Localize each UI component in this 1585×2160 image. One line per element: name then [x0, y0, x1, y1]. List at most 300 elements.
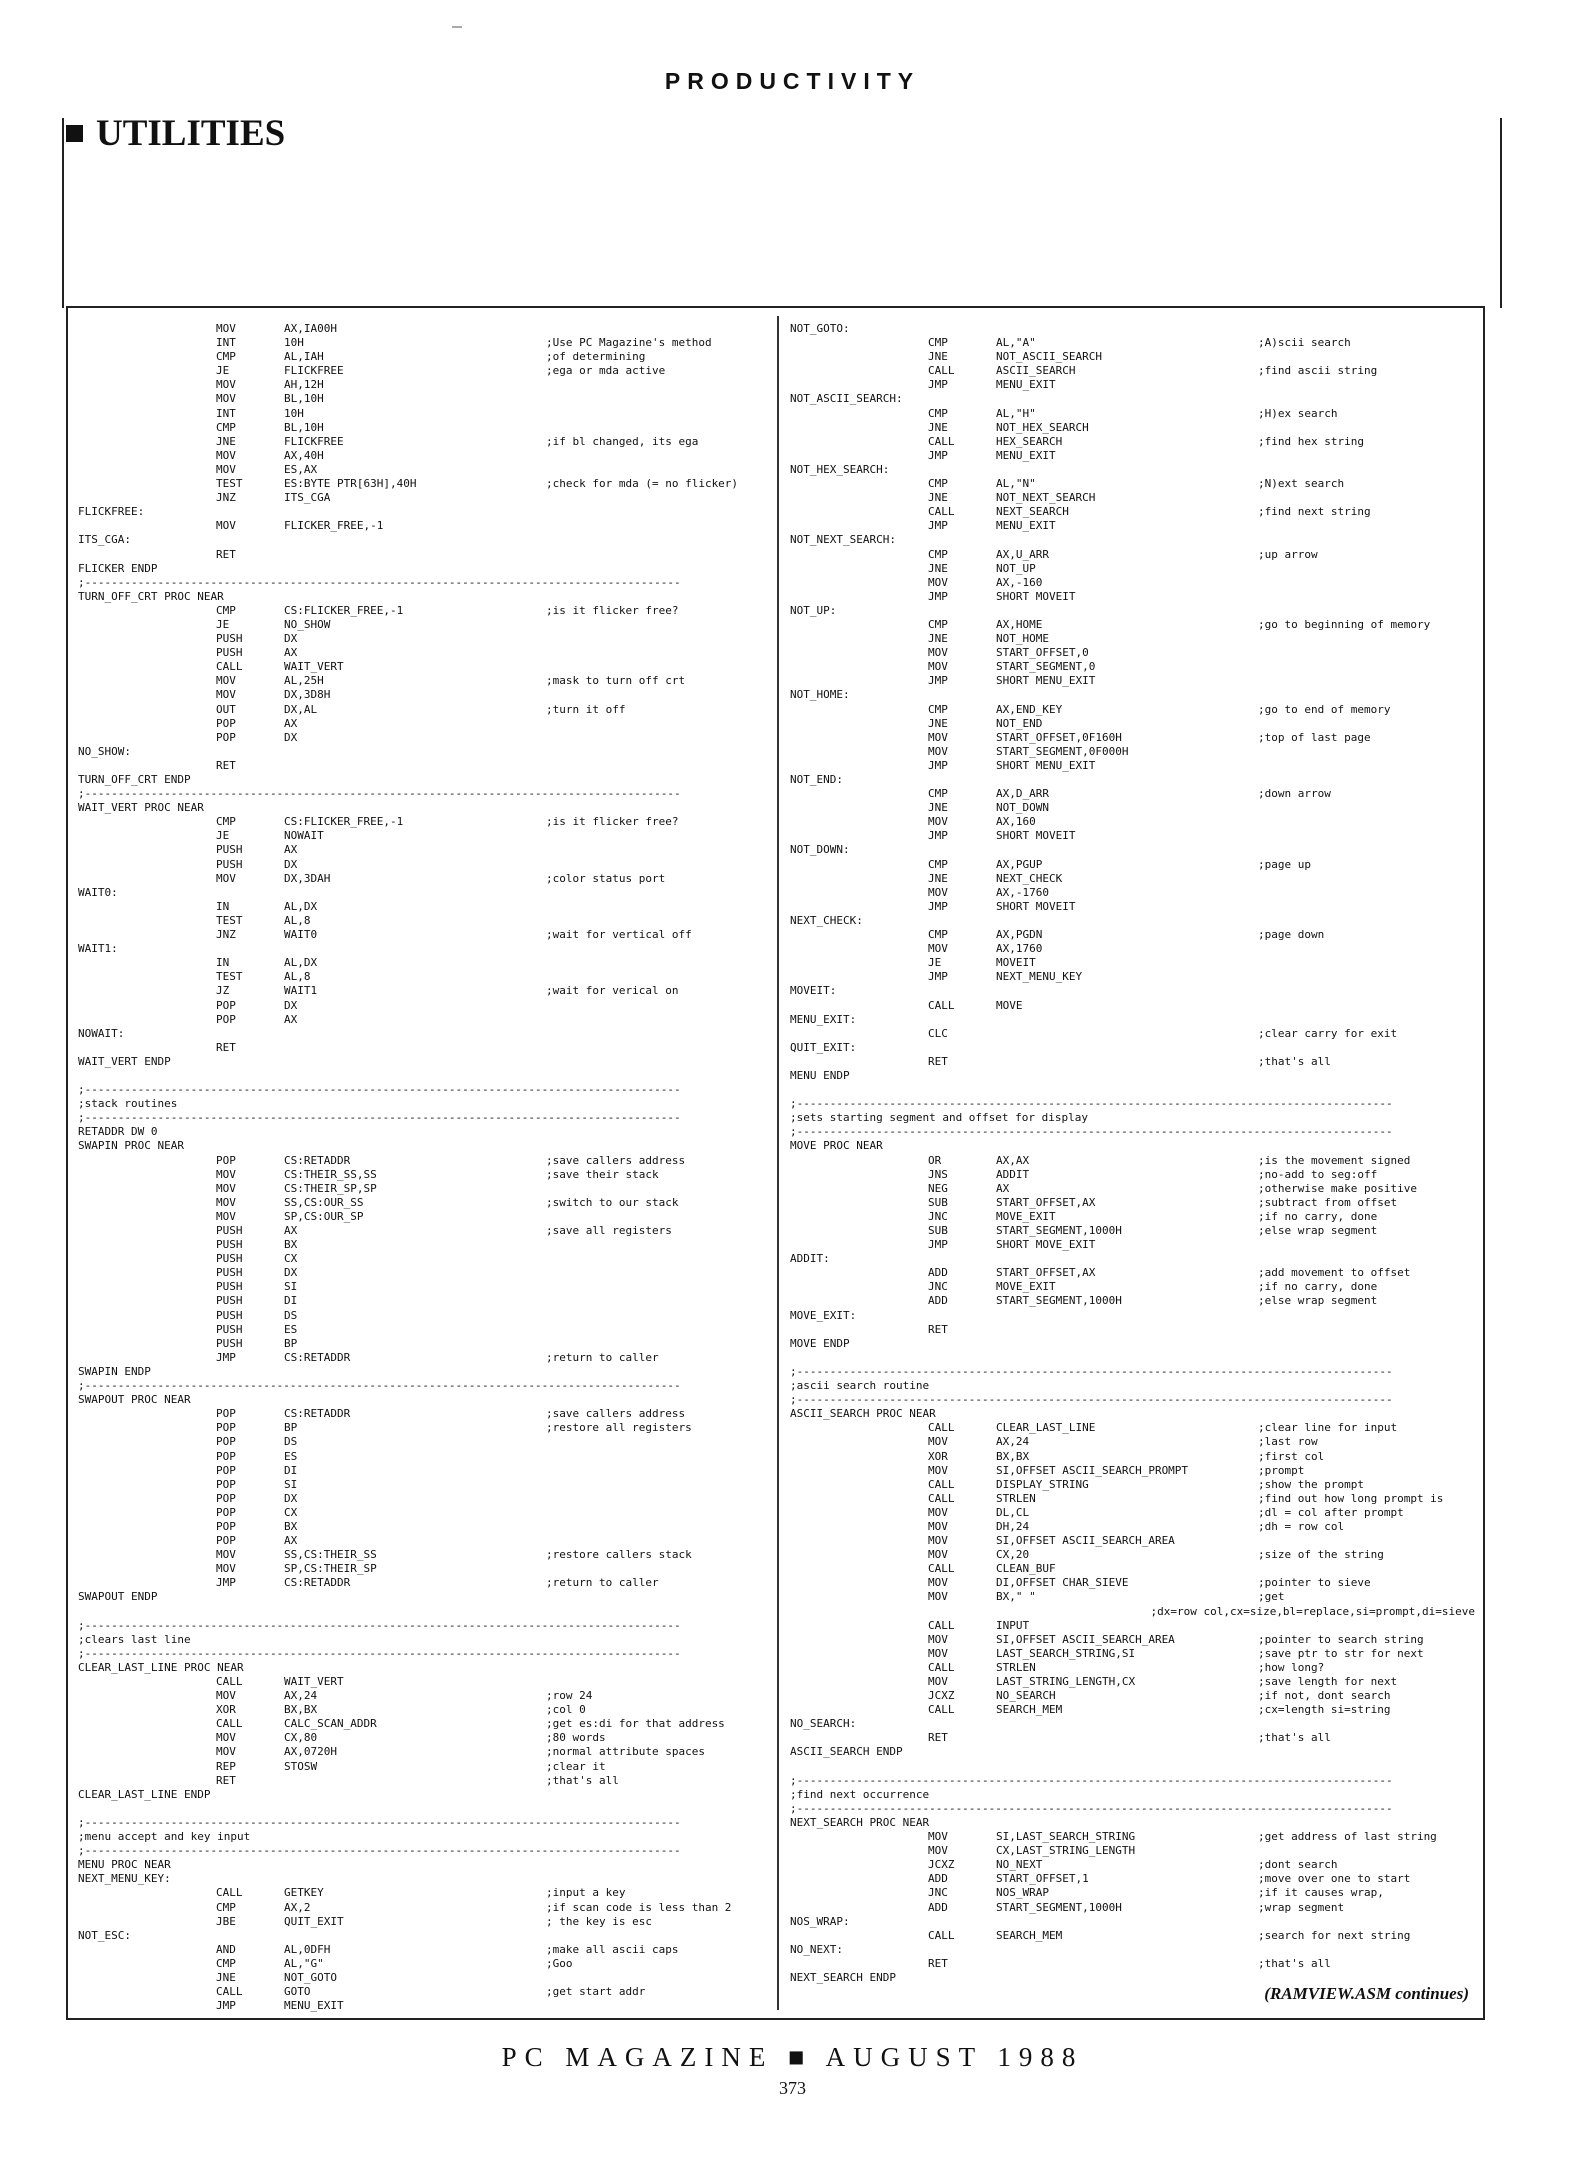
code-operand [996, 688, 1258, 702]
code-opcode: JNE [928, 491, 948, 505]
code-label [790, 717, 928, 731]
code-comment [546, 1520, 768, 1534]
code-label: CLEAR_LAST_LINE ENDP [78, 1787, 211, 1801]
code-comment [1258, 1351, 1475, 1365]
code-line [790, 1661, 1475, 1675]
code-line [790, 1309, 1475, 1323]
code-label [790, 1633, 928, 1647]
code-operand: CS:FLICKER_FREE,-1 [284, 603, 404, 617]
code-line [78, 815, 768, 829]
code-comment: ;dont search [1258, 1858, 1338, 1872]
code-line [790, 886, 1475, 900]
code-opcode: JNE [928, 716, 948, 730]
code-opcode: MOV [928, 1646, 948, 1660]
code-line [78, 843, 768, 857]
code-operand: SEARCH_MEM [996, 1703, 1063, 1717]
code-label: ;sets starting segment and offset for display [790, 1111, 1089, 1125]
code-comment [1258, 378, 1475, 392]
code-opcode: MOV [216, 1167, 236, 1181]
code-operand [996, 1379, 1258, 1393]
separator-line: ;------------------------------------------------------------------------------------------ [790, 1773, 1393, 1787]
code-operand: BX [284, 1519, 298, 1533]
code-opcode: JMP [928, 829, 948, 843]
code-line [790, 1266, 1475, 1280]
code-line [790, 1464, 1475, 1478]
code-label [790, 1168, 928, 1182]
code-label [790, 745, 928, 759]
code-opcode: JNE [928, 801, 948, 815]
code-operand: SEARCH_MEM [996, 1928, 1063, 1942]
code-operand: BX," " [996, 1590, 1036, 1604]
code-comment [1258, 1760, 1475, 1774]
code-line [790, 533, 1475, 547]
code-operand [996, 1337, 1258, 1351]
code-opcode: RET [216, 1040, 236, 1054]
code-opcode: POP [216, 1407, 236, 1421]
code-comment: ;search for next string [1258, 1928, 1411, 1942]
code-operand: START_OFFSET,0 [996, 646, 1089, 660]
code-opcode: MOV [928, 942, 948, 956]
code-line [790, 1154, 1475, 1168]
code-label: NOWAIT: [78, 1026, 125, 1040]
code-comment [1258, 1139, 1475, 1153]
code-comment: ;A)scii search [1258, 336, 1351, 350]
code-comment [546, 829, 768, 843]
code-comment: ;ega or mda active [546, 364, 666, 378]
code-opcode [216, 1661, 284, 1675]
code-operand: DX,AL [284, 702, 318, 716]
code-label [790, 956, 928, 970]
code-comment: ;row 24 [546, 1689, 593, 1703]
code-opcode [216, 1027, 284, 1041]
code-comment [546, 1182, 768, 1196]
code-comment: ;first col [1258, 1449, 1325, 1463]
code-opcode: JNE [216, 1970, 236, 1984]
code-operand: NOT_HOME [996, 632, 1049, 646]
code-comment [546, 1675, 768, 1689]
code-label: MENU ENDP [790, 1068, 850, 1082]
code-label: ADDIT: [790, 1252, 830, 1266]
code-line [790, 1520, 1475, 1534]
code-opcode: POP [216, 1012, 236, 1026]
code-opcode: JNE [928, 632, 948, 646]
code-operand: AX,IA00H [284, 322, 337, 335]
code-comment [546, 1393, 768, 1407]
code-line [790, 364, 1475, 378]
code-comment [1258, 660, 1475, 674]
code-line [78, 1323, 768, 1337]
code-opcode: POP [216, 1463, 236, 1477]
code-comment [1258, 562, 1475, 576]
code-line [78, 1224, 768, 1238]
code-line [790, 787, 1475, 801]
code-line [790, 1069, 1475, 1083]
code-comment [546, 548, 768, 562]
code-opcode: MOV [216, 1731, 236, 1745]
code-operand: AX,D_ARR [996, 787, 1049, 801]
code-operand: SS,CS:OUR_SS [284, 1195, 364, 1209]
code-opcode [216, 1858, 284, 1872]
code-line [790, 900, 1475, 914]
code-operand: SHORT MOVEIT [996, 829, 1076, 843]
code-comment: ;N)ext search [1258, 477, 1345, 491]
code-opcode [216, 1802, 284, 1816]
code-opcode: JNS [928, 1167, 948, 1181]
code-label: NEXT_MENU_KEY: [78, 1872, 171, 1886]
code-opcode: MOV [928, 744, 948, 758]
code-label [790, 1590, 928, 1604]
code-opcode [928, 533, 996, 547]
code-operand: AX,-1760 [996, 885, 1049, 899]
code-opcode: CALL [928, 998, 955, 1012]
code-line [790, 1929, 1475, 1943]
code-label [78, 477, 216, 491]
code-label [78, 378, 216, 392]
code-opcode: CLC [928, 1026, 948, 1040]
code-label: NOT_HEX_SEARCH: [790, 462, 890, 476]
code-label [78, 1943, 216, 1957]
code-operand: HEX_SEARCH [996, 434, 1063, 448]
code-line [790, 1450, 1475, 1464]
code-operand [284, 1788, 546, 1802]
code-operand: MOVEIT [996, 956, 1036, 970]
code-operand: AX,END_KEY [996, 702, 1063, 716]
code-operand: NEXT_CHECK [996, 871, 1063, 885]
code-label [790, 1294, 928, 1308]
code-comment [546, 590, 768, 604]
code-operand: 10H [284, 406, 304, 420]
code-operand: MENU_EXIT [996, 378, 1056, 392]
code-operand [996, 1069, 1258, 1083]
code-opcode: POP [216, 1519, 236, 1533]
code-label [790, 1520, 928, 1534]
code-line [790, 336, 1475, 350]
code-line [790, 1196, 1475, 1210]
code-comment [1258, 674, 1475, 688]
code-opcode [216, 1097, 284, 1111]
code-line [790, 392, 1475, 406]
code-label [790, 886, 928, 900]
code-comment [546, 886, 768, 900]
code-line [78, 1915, 768, 1929]
code-operand: MENU_EXIT [996, 448, 1056, 462]
code-operand [996, 1816, 1258, 1830]
code-opcode: CALL [928, 505, 955, 519]
code-label [790, 1055, 928, 1069]
code-label: FLICKFREE: [78, 505, 145, 519]
code-comment: ;get [1258, 1590, 1285, 1604]
code-label [790, 1450, 928, 1464]
code-comment [546, 1337, 768, 1351]
code-opcode [216, 1069, 284, 1083]
code-comment [1258, 1238, 1475, 1252]
code-comment [1258, 970, 1475, 984]
code-opcode: CMP [928, 787, 948, 801]
code-operand: SP,CS:OUR_SP [284, 1209, 364, 1223]
code-label [78, 1562, 216, 1576]
code-line [78, 1168, 768, 1182]
code-label [790, 1548, 928, 1562]
code-line [790, 1506, 1475, 1520]
code-opcode [928, 1069, 996, 1083]
code-operand: FLICKFREE [284, 364, 344, 378]
code-opcode [216, 801, 284, 815]
code-operand: CLEAR_LAST_LINE [996, 1421, 1096, 1435]
code-opcode: MOV [928, 815, 948, 829]
code-line [78, 1774, 768, 1788]
code-comment [546, 1238, 768, 1252]
code-label [78, 858, 216, 872]
code-operand: AX,-160 [996, 575, 1043, 589]
code-comment [546, 1097, 768, 1111]
code-comment: ;save callers address [546, 1407, 686, 1421]
code-label [78, 1760, 216, 1774]
code-comment [1258, 773, 1475, 787]
code-comment [546, 1435, 768, 1449]
code-label [790, 858, 928, 872]
code-listing-box [66, 306, 1485, 2020]
code-operand: STRLEN [996, 1660, 1036, 1674]
code-label [790, 1901, 928, 1915]
code-line [78, 1154, 768, 1168]
code-label [790, 942, 928, 956]
code-line [790, 999, 1475, 1013]
left-column-rule [62, 118, 64, 308]
code-comment: ;find hex string [1258, 434, 1364, 448]
code-label [78, 1717, 216, 1731]
code-line [790, 548, 1475, 562]
code-comment [1258, 1562, 1475, 1576]
code-opcode: MOV [928, 1632, 948, 1646]
code-line [790, 1971, 1475, 1985]
code-label [78, 1266, 216, 1280]
code-comment [1258, 886, 1475, 900]
code-comment [546, 1365, 768, 1379]
code-line [78, 1252, 768, 1266]
code-operand [996, 1957, 1258, 1971]
code-opcode: JMP [216, 1350, 236, 1364]
code-operand [284, 1590, 546, 1604]
code-operand [284, 1097, 546, 1111]
code-comment [546, 801, 768, 815]
code-label [78, 1224, 216, 1238]
code-opcode: JCXZ [928, 1858, 955, 1872]
code-comment [546, 900, 768, 914]
code-label: NEXT_SEARCH PROC NEAR [790, 1815, 930, 1829]
code-opcode: POP [216, 1477, 236, 1491]
code-opcode [928, 1943, 996, 1957]
code-comment: ;pointer to sieve [1258, 1576, 1371, 1590]
code-comment [1258, 1844, 1475, 1858]
code-opcode [216, 505, 284, 519]
code-line [78, 1125, 768, 1139]
code-operand: BX [284, 1238, 298, 1252]
code-line [78, 1309, 768, 1323]
code-operand: AX,AX [996, 1153, 1030, 1167]
code-label [790, 1266, 928, 1280]
code-line [78, 801, 768, 815]
code-operand [284, 1661, 546, 1675]
code-comment [546, 1309, 768, 1323]
code-opcode [928, 604, 996, 618]
separator-line: ;------------------------------------------------------------------------------------------ [78, 575, 681, 589]
code-operand: CS:RETADDR [284, 1407, 351, 1421]
code-operand: GETKEY [284, 1886, 324, 1900]
code-line [78, 322, 768, 336]
code-label [790, 548, 928, 562]
code-comment [546, 745, 768, 759]
code-opcode [216, 886, 284, 900]
code-line [790, 1675, 1475, 1689]
code-operand: CX,80 [284, 1731, 318, 1745]
code-operand: NOT_NEXT_SEARCH [996, 491, 1096, 505]
code-label [78, 1802, 216, 1816]
code-line [790, 449, 1475, 463]
code-line [78, 1027, 768, 1041]
code-label [790, 632, 928, 646]
code-label [790, 1562, 928, 1576]
code-opcode: MOV [928, 660, 948, 674]
code-operand: ES [284, 1449, 298, 1463]
code-label [790, 449, 928, 463]
code-opcode: MOV [216, 1548, 236, 1562]
code-label: NO_SHOW: [78, 744, 131, 758]
code-label [78, 956, 216, 970]
code-operand: AX,0720H [284, 1745, 337, 1759]
code-operand [996, 1252, 1258, 1266]
code-operand [284, 1774, 546, 1788]
code-label [790, 1689, 928, 1703]
code-label [790, 1619, 928, 1633]
code-label [790, 1506, 928, 1520]
code-line [790, 1647, 1475, 1661]
code-line [790, 773, 1475, 787]
code-operand [284, 1802, 546, 1816]
code-line [790, 1139, 1475, 1153]
code-opcode: PUSH [216, 1336, 243, 1350]
code-label [790, 1605, 896, 1619]
code-opcode: CALL [928, 1618, 955, 1632]
code-line [78, 1492, 768, 1506]
code-opcode [928, 1351, 996, 1365]
code-comment: ;if no carry, done [1258, 1280, 1378, 1294]
code-label: QUIT_EXIT: [790, 1040, 857, 1054]
code-label [78, 548, 216, 562]
code-line [78, 1929, 768, 1943]
code-operand: BX,BX [996, 1449, 1030, 1463]
code-comment [546, 1633, 768, 1647]
code-label [790, 1210, 928, 1224]
code-operand: AL,8 [284, 970, 311, 984]
code-operand [284, 1069, 546, 1083]
code-opcode: MOV [216, 378, 236, 392]
code-opcode: POP [216, 1505, 236, 1519]
code-label [790, 1872, 928, 1886]
code-label [78, 731, 216, 745]
code-line [78, 1196, 768, 1210]
code-line [78, 1605, 768, 1619]
code-comment: ;go to end of memory [1258, 702, 1391, 716]
code-comment [1258, 449, 1475, 463]
code-operand [996, 1731, 1258, 1745]
code-line [790, 660, 1475, 674]
code-opcode [216, 1393, 284, 1407]
code-opcode: JNZ [216, 491, 236, 505]
code-operand: CX,LAST_STRING_LENGTH [996, 1844, 1136, 1858]
code-operand: AL,"H" [996, 406, 1036, 420]
code-operand [996, 322, 1258, 336]
code-line [790, 928, 1475, 942]
code-comment [1258, 1337, 1475, 1351]
code-opcode: CALL [928, 1660, 955, 1674]
code-line [78, 1830, 768, 1844]
code-line [78, 745, 768, 759]
code-comment [1258, 984, 1475, 998]
code-line [790, 1788, 1475, 1802]
code-comment [546, 1069, 768, 1083]
code-operand: AX [284, 646, 298, 660]
code-label [790, 336, 928, 350]
code-opcode: CALL [928, 434, 955, 448]
code-opcode: TEST [216, 970, 243, 984]
code-comment [546, 942, 768, 956]
code-label [790, 703, 928, 717]
code-comment [1258, 533, 1475, 547]
code-label [78, 1280, 216, 1294]
code-comment: ;return to caller [546, 1350, 659, 1364]
code-operand: STRLEN [996, 1491, 1036, 1505]
code-opcode [216, 1365, 284, 1379]
code-operand: AH,12H [284, 378, 324, 392]
code-operand: NO_SEARCH [996, 1689, 1056, 1703]
code-opcode: CMP [928, 928, 948, 942]
code-opcode: JNC [928, 1280, 948, 1294]
code-line [790, 1351, 1475, 1365]
code-operand: NOT_HEX_SEARCH [996, 420, 1089, 434]
code-comment: ;dx=row col,cx=size,bl=replace,si=prompt,di=sieve [1150, 1604, 1475, 1618]
code-opcode [928, 1971, 996, 1985]
code-operand: BP [284, 1336, 298, 1350]
code-opcode: JNE [928, 871, 948, 885]
code-label: WAIT0: [78, 885, 118, 899]
code-label: ITS_CGA: [78, 533, 131, 547]
code-label [790, 1492, 928, 1506]
code-label: NO_NEXT: [790, 1942, 843, 1956]
code-comment: ;that's all [1258, 1054, 1331, 1068]
code-operand: START_SEGMENT,1000H [996, 1900, 1122, 1914]
code-operand: SS,CS:THEIR_SS [284, 1548, 377, 1562]
code-comment [546, 999, 768, 1013]
code-label [790, 1957, 928, 1971]
code-opcode: REP [216, 1759, 236, 1773]
code-operand [284, 745, 546, 759]
code-opcode: SUB [928, 1224, 948, 1237]
code-comment [546, 421, 768, 435]
code-line [790, 688, 1475, 702]
code-line [78, 1478, 768, 1492]
code-operand [284, 1365, 546, 1379]
code-opcode: INT [216, 406, 236, 420]
code-operand: ADDIT [996, 1167, 1030, 1181]
code-comment: ;find ascii string [1258, 364, 1378, 378]
code-comment: ;save their stack [546, 1167, 659, 1181]
code-comment: ;turn it off [546, 702, 626, 716]
code-comment [1258, 1788, 1475, 1802]
code-operand: DISPLAY_STRING [996, 1477, 1089, 1491]
code-opcode: MOV [928, 575, 948, 589]
code-line [78, 1294, 768, 1308]
code-opcode [216, 533, 284, 547]
